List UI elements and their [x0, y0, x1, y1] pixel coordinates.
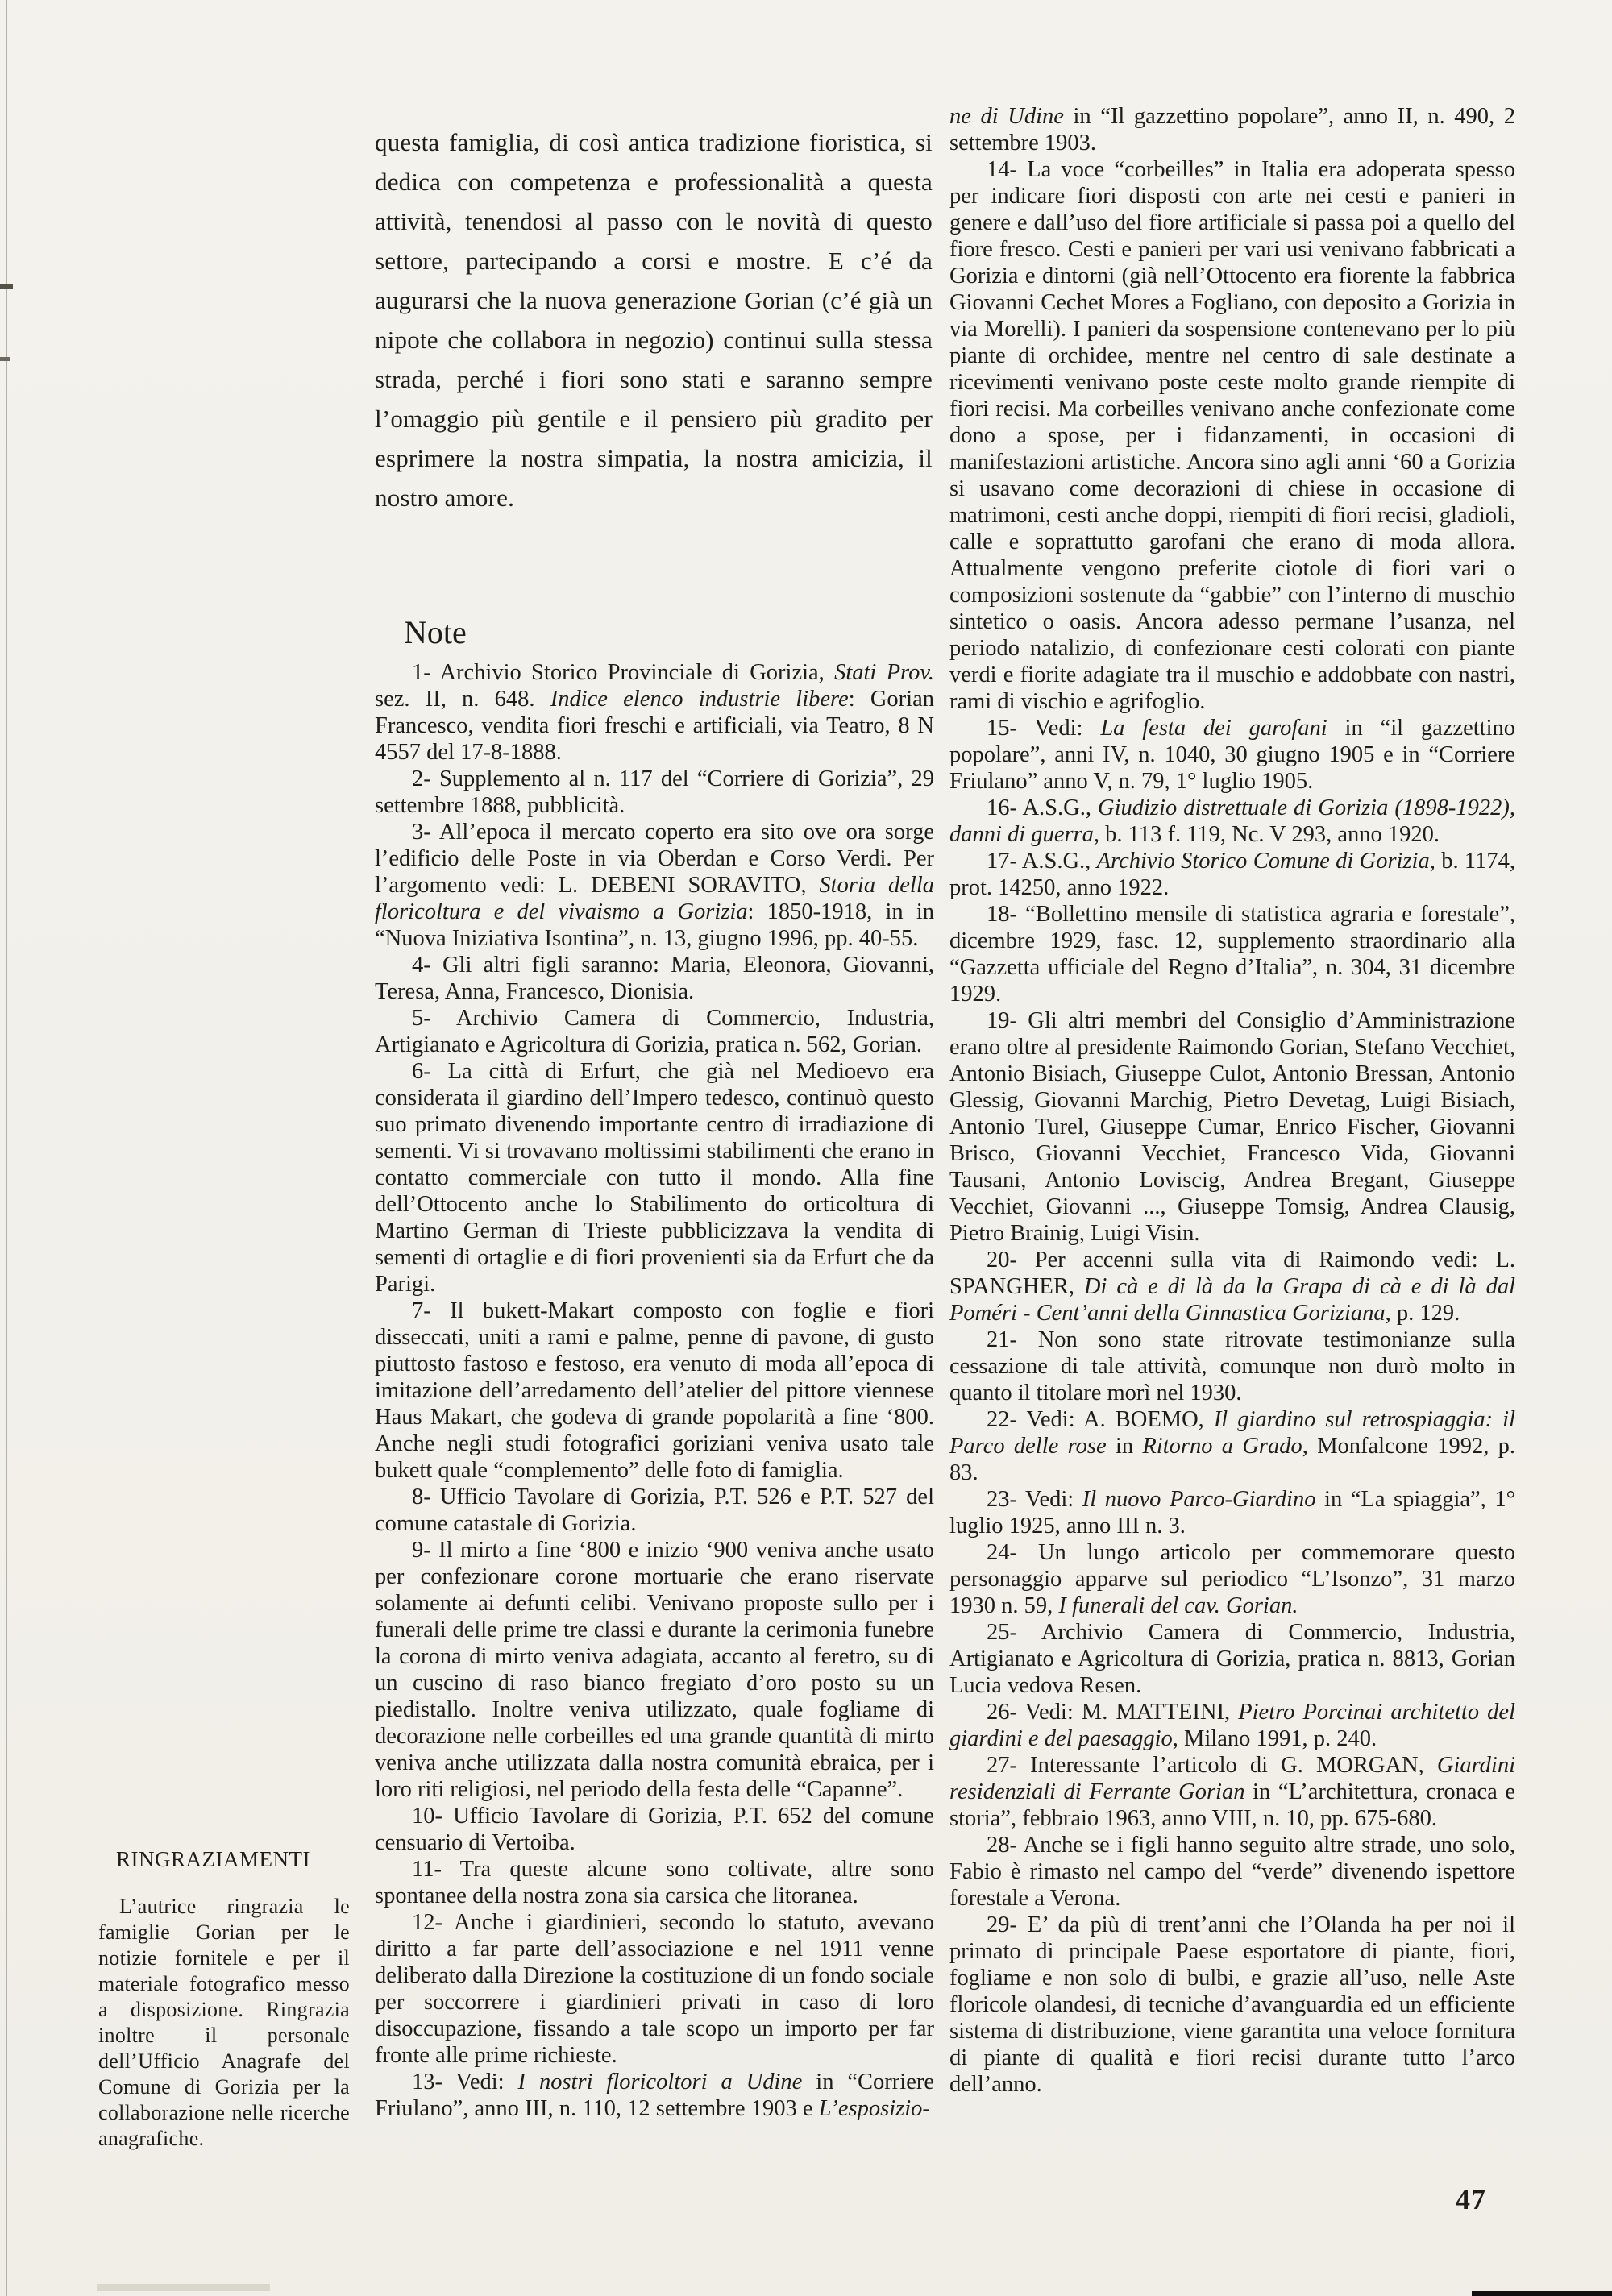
- note-item: 18- “Bollettino mensile di statistica agraria e forestale”, dicembre 1929, fasc. 12, supplemento straordinario alla “Gazzetta ufficiale del Regno d’Italia”, n. 304, 31 dicembre 1929.: [949, 902, 1515, 1007]
- scan-artifact-strip: [97, 2284, 270, 2291]
- scan-mark: [0, 284, 13, 289]
- notes-column-left: [375, 659, 934, 2122]
- notes-heading: Note: [404, 614, 467, 650]
- note-item: 15- Vedi: La festa dei garofani in “il gazzettino popolare”, anni IV, n. 1040, 30 giugno 1905 e in “Corriere Friulano” anno V, n. 79, 1° luglio 1905.: [949, 716, 1515, 794]
- note-item: 4- Gli altri figli saranno: Maria, Eleonora, Giovanni, Teresa, Anna, Francesco, Dionisia.: [375, 953, 934, 1004]
- intro-paragraph: questa famiglia, di così antica tradizione fioristica, si dedica con competenza e professionalità a questa attività, tenendosi al passo con le novità di questo settore, partecipando a corsi e mostre. E c’é da augurarsi che la nuova generazione Gorian (c’é già un nipote che collabora in negozio) continui sulla stessa strada, perché i fiori sono stati e saranno sempre l’omaggio più gentile e il pensiero più gradito per esprimere la nostra simpatia, la nostra amicizia, il nostro amore.: [375, 128, 933, 512]
- scan-edge-line: [6, 0, 7, 2296]
- acknowledgements-text: L’autrice ringrazia le famiglie Gorian per le notizie fornitele e per il materiale fotografico messo a disposizione. Ringrazia inoltre il personale dell’Ufficio Anagrafe del Comune di Gorizia per la collaborazione nelle ricerche anagrafiche.: [98, 1895, 350, 2150]
- note-item: 28- Anche se i figli hanno seguito altre strade, uno solo, Fabio è rimasto nel campo del “verde” divenendo ispettore forestale a Verona.: [949, 1833, 1515, 1911]
- notes-column-right: [949, 103, 1515, 2098]
- note-item: 9- Il mirto a fine ‘800 e inizio ‘900 veniva anche usato per confezionare corone mortuarie che erano riservate solamente ai defunti celibi. Venivano proposte sullo per i funerali delle prime tre classi e durante la cerimonia funebre la corona di mirto veniva adagiata, accanto al feretro, su di un cuscino di raso bianco fregiato d’oro posto su un piedistallo. Inoltre veniva utilizzato, quale fogliame di decorazione nelle corbeilles ed una grande quantità di mirto veniva anche utilizzata dalla nostra comunità ebraica, per i loro riti religiosi, nel periodo della festa delle “Capanne”.: [375, 1538, 934, 1802]
- note-item: 1- Archivio Storico Provinciale di Gorizia, Stati Prov. sez. II, n. 648. Indice elenco industrie libere: Gorian Francesco, vendita fiori freschi e artificiali, via Teatro, 8 N 4557 del 17-8-1888.: [375, 660, 934, 765]
- note-item: 27- Interessante l’articolo di G. MORGAN, Giardini residenziali di Ferrante Gorian in “L’architettura, cronaca e storia”, febbraio 1963, anno VIII, n. 10, pp. 675-680.: [949, 1753, 1515, 1831]
- note-item: 13- Vedi: I nostri floricoltori a Udine in “Corriere Friulano”, anno III, n. 110, 12 settembre 1903 e L’esposizio-: [375, 2070, 934, 2121]
- note-item: 26- Vedi: M. MATTEINI, Pietro Porcinai architetto del giardini e del paesaggio, Milano 1991, p. 240.: [949, 1700, 1515, 1751]
- note-item: 23- Vedi: Il nuovo Parco-Giardino in “La spiaggia”, 1° luglio 1925, anno III n. 3.: [949, 1487, 1516, 1538]
- note-item: 25- Archivio Camera di Commercio, Industria, Artigianato e Agricoltura di Gorizia, pratica n. 8813, Gorian Lucia vedova Resen.: [949, 1620, 1515, 1698]
- note-item: 3- All’epoca il mercato coperto era sito ove ora sorge l’edificio delle Poste in via Oberdan e Corso Verdi. Per l’argomento vedi: L. DEBENI SORAVITO, Storia della floricoltura e del vivaismo a Gorizia: 1850-1918, in in “Nuova Iniziativa Isontina”, n. 13, giugno 1996, pp. 40-55.: [375, 820, 934, 951]
- note-item: 5- Archivio Camera di Commercio, Industria, Artigianato e Agricoltura di Gorizia, pratica n. 562, Gorian.: [375, 1006, 934, 1057]
- note-item: 20- Per accenni sulla vita di Raimondo vedi: L. SPANGHER, Di cà e di là da la Grapa di cà e di là dal Poméri - Cent’anni della Ginnastica Goriziana, p. 129.: [949, 1248, 1515, 1326]
- note-item: 7- Il bukett-Makart composto con foglie e fiori disseccati, uniti a rami e palme, penne di pavone, di gusto piuttosto fastoso e festoso, era venuto di moda all’epoca di imitazione dell’arredamento dell’atelier del pittore viennese Haus Makart, che godeva di grande popolarità a fine ‘800. Anche negli studi fotografici goriziani veniva usato tale bukett quale “complemento” delle foto di famiglia.: [375, 1298, 934, 1483]
- note-item: ne di Udine in “Il gazzettino popolare”, anno II, n. 490, 2 settembre 1903.: [949, 104, 1516, 156]
- note-item: 29- E’ da più di trent’anni che l’Olanda ha per noi il primato di principale Paese esportatore di piante, fiori, fogliame e non solo di bulbi, e grazie all’uso, nelle Aste floricole olandesi, di tecniche d’avanguardia ed un efficiente sistema di distribuzione, viene garantita una veloce fornitura di piante di qualità e fiori recisi durante tutto l’arco dell’anno.: [949, 1912, 1515, 2097]
- page-number: 47: [1456, 2183, 1486, 2215]
- note-item: 22- Vedi: A. BOEMO, Il giardino sul retrospiaggia: il Parco delle rose in Ritorno a Grado, Monfalcone 1992, p. 83.: [949, 1407, 1515, 1485]
- note-item: 19- Gli altri membri del Consiglio d’Amministrazione erano oltre al presidente Raimondo Gorian, Stefano Vecchiet, Antonio Bisiach, Giuseppe Culot, Antonio Bressan, Antonio Glessig, Giovanni Marchig, Pietro Devetag, Luigi Bisiach, Antonio Turel, Giuseppe Cumar, Enrico Fischer, Giovanni Brisco, Giovanni Vecchiet, Francesco Vida, Giovanni Tausani, Antonio Loviscig, Andrea Bregant, Giuseppe Vecchiet, Giovanni ..., Giuseppe Tomsig, Andrea Clausig, Pietro Brainig, Luigi Visin.: [949, 1008, 1515, 1246]
- note-item: 10- Ufficio Tavolare di Gorizia, P.T. 652 del comune censuario di Vertoiba.: [375, 1804, 934, 1855]
- scan-artifact-strip: [1472, 2291, 1612, 2296]
- note-item: 6- La città di Erfurt, che già nel Medioevo era considerata il giardino dell’Impero tedesco, continuò questo suo primato divenendo importante centro di irradiazione di sementi. Vi si trovavano moltissimi stabilimenti che erano in contatto commerciale con tutto il mondo. Alla fine dell’Ottocento anche lo Stabilimento do orticoltura di Martino German di Trieste pubblicizzava la vendita di sementi di ortaglie e di fiori provenienti sia da Erfurt che da Parigi.: [375, 1059, 934, 1297]
- note-item: 8- Ufficio Tavolare di Gorizia, P.T. 526 e P.T. 527 del comune catastale di Gorizia.: [375, 1484, 934, 1536]
- acknowledgements-heading: RINGRAZIAMENTI: [116, 1847, 310, 1871]
- note-item: 16- A.S.G., Giudizio distrettuale di Gorizia (1898-1922), danni di guerra, b. 113 f. 119, Nc. V 293, anno 1920.: [949, 795, 1515, 847]
- note-item: 2- Supplemento al n. 117 del “Corriere di Gorizia”, 29 settembre 1888, pubblicità.: [375, 766, 934, 818]
- note-item: 14- La voce “corbeilles” in Italia era adoperata spesso per indicare fiori disposti con arte nei cesti e panieri in genere e dall’uso del fiore artificiale si passa poi a quello del fiore fresco. Cesti e panieri per vari usi venivano fabbricati a Gorizia e dintorni (già nell’Ottocento era fiorente la fabbrica Giovanni Cechet Mores a Fogliano, con deposito a Gorizia in via Morelli). I panieri da sospensione contenevano per lo più piante di orchidee, mentre nel centro di sale destinate a ricevimenti venivano poste ceste molto grande riempite di fiori recisi. Ma corbeilles venivano anche confezionate come dono a spose, per i fidanzamenti, in occasioni di manifestazioni artistiche. Ancora sino agli anni ‘60 a Gorizia si usavano come decorazioni di chiese in occasione di matrimoni, cesti anche doppi, riempiti di fiori recisi, gladioli, calle e soprattutto garofani che erano di moda allora. Attualmente vengono preferite ciotole di fiori vari o composizioni sostenute da “gabbie” con l’interno di muschio sintetico o oasis. Ancora adesso permane l’usanza, nel periodo natalizio, di confezionare cesti colorati con piante verdi e fiorite adagiate tra il muschio e addobbate con nastri, rami di vischio e agrifoglio.: [949, 157, 1515, 714]
- note-item: 24- Un lungo articolo per commemorare questo personaggio apparve sul periodico “L’Isonzo”, 31 marzo 1930 n. 59, I funerali del cav. Gorian.: [949, 1540, 1515, 1618]
- note-item: 11- Tra queste alcune sono coltivate, altre sono spontanee della nostra zona sia carsica che litoranea.: [375, 1857, 934, 1908]
- scan-mark: [0, 357, 10, 361]
- note-item: 12- Anche i giardinieri, secondo lo statuto, avevano diritto a far parte dell’associazione e nel 1911 venne deliberato dalla Direzione la costituzione di un fondo sociale per soccorrere i giardinieri privati in caso di loro disoccupazione, fissando a tale scopo un importo per far fronte alle prime richieste.: [375, 1910, 934, 2068]
- note-item: 21- Non sono state ritrovate testimonianze sulla cessazione di tale attività, comunque non durò molto in quanto il titolare morì nel 1930.: [949, 1327, 1515, 1405]
- note-item: 17- A.S.G., Archivio Storico Comune di Gorizia, b. 1174, prot. 14250, anno 1922.: [949, 849, 1515, 900]
